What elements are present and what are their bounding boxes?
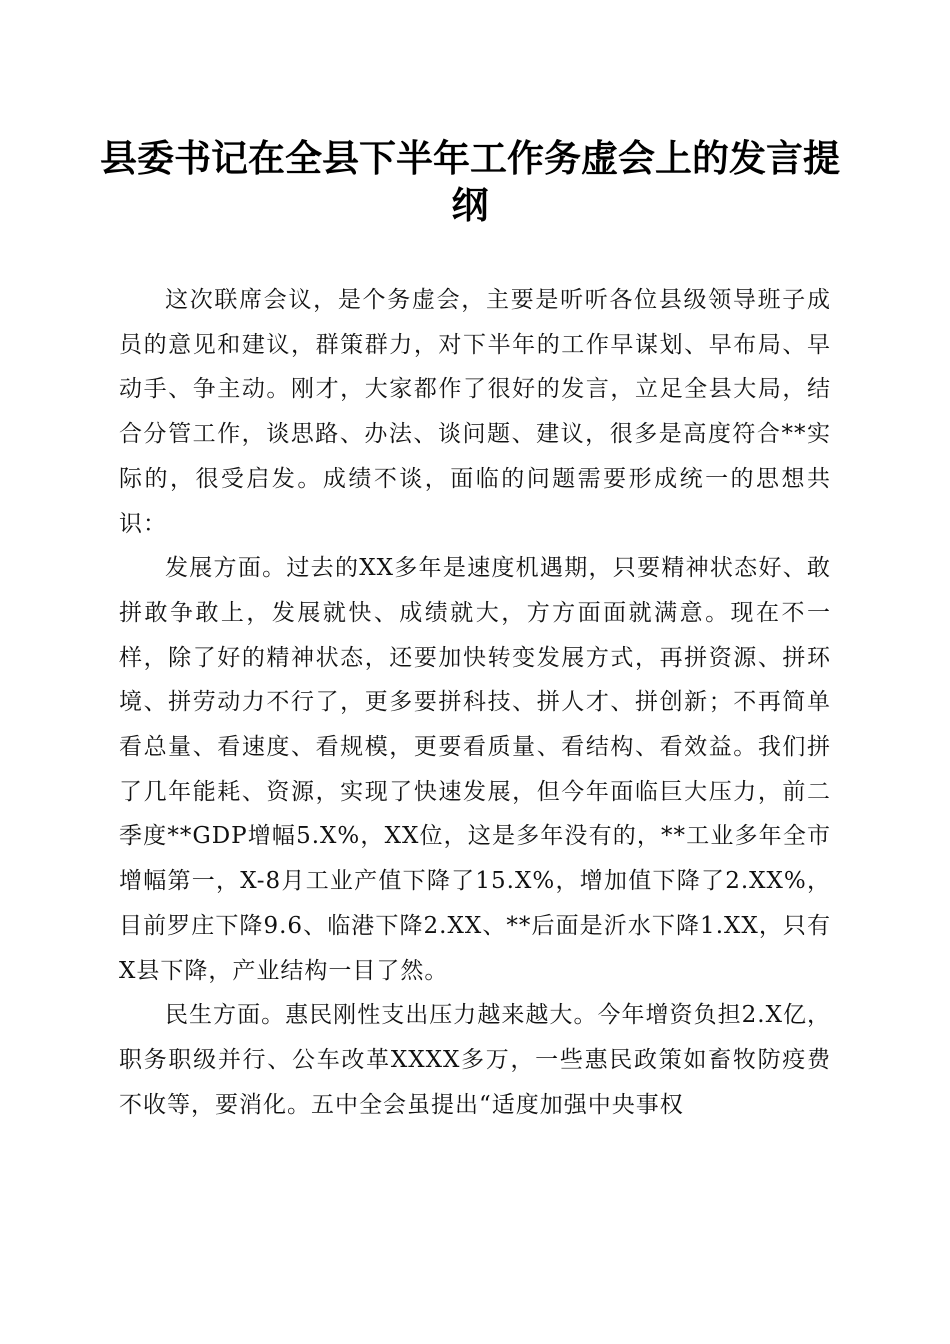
paragraph-livelihood: 民生方面。惠民刚性支出压力越来越大。今年增资负担2.X亿，职务职级并行、公车改革XXXX多万，一些惠民政策如畜牧防疫费不收等，要消化。五中全会虽提出“适度加强中央事权 — [119, 1002, 831, 1118]
document-body — [119, 278, 831, 1127]
paragraph-development: 发展方面。过去的XX多年是速度机遇期，只要精神状态好、敢拼敢争敢上，发展就快、成绩就大，方方面面就满意。现在不一样，除了好的精神状态，还要加快转变发展方式，再拼资源、拼环境、拼劳动力不行了，更多要拼科技、拼人才、拼创新；不再简单看总量、看速度、看规模，更要看质量、看结构、看效益。我们拼了几年能耗、资源，实现了快速发展，但今年面临巨大压力，前二季度**GDP增幅5.X%，XX位，这是多年没有的，**工业多年全市增幅第一，X-8月工业产值下降了15.X%，增加值下降了2.XX%，目前罗庄下降9.6、临港下降2.XX、**后面是沂水下降1.XX，只有X县下降，产业结构一目了然。 — [119, 555, 831, 984]
document-title: 县委书记在全县下半年工作务虚会上的发言提纲 — [100, 136, 840, 227]
paragraph-intro: 这次联席会议，是个务虚会，主要是听听各位县级领导班子成员的意见和建议，群策群力，对下半年的工作早谋划、早布局、早动手、争主动。刚才，大家都作了很好的发言，立足全县大局，结合分管工作，谈思路、办法、谈问题、建议，很多是高度符合**实际的，很受启发。成绩不谈，面临的问题需要形成统一的思想共识： — [119, 287, 831, 537]
